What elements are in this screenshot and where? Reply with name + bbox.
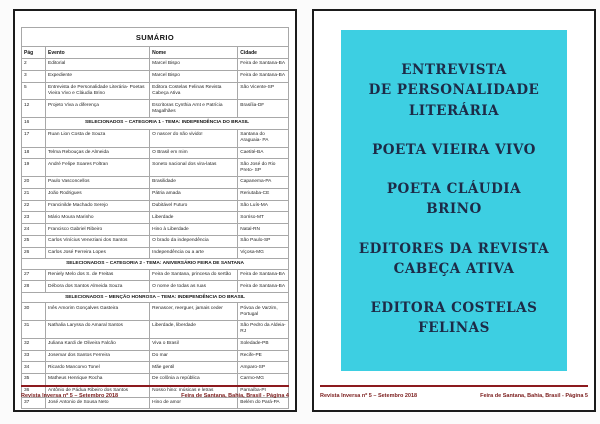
table-row [22, 362, 289, 374]
table-row [22, 247, 289, 259]
cover-banner [341, 30, 567, 371]
cell-evento: Expediente [46, 70, 150, 82]
cell-pag: 12 [22, 100, 46, 118]
column-header-cidade: Cidade [238, 47, 289, 59]
banner-line: LITERÁRIA [408, 102, 500, 119]
cell-cidade: Santana do Araguaia- PA [238, 129, 289, 147]
cell-nome: O nascer do não vivido! [150, 129, 238, 147]
column-header-nome: Nome [150, 47, 238, 59]
cell-nome: Marcel Bispo [150, 59, 238, 71]
cell-evento: Editorial [46, 59, 150, 71]
summary-table-body [22, 59, 289, 409]
cell-evento: Matheus Henrique Rocha [46, 374, 150, 386]
footer-page-label: Feira de Santana, Bahia, Brasil - Página 5 [480, 393, 588, 399]
banner-line: EDITORES DA REVISTA [358, 240, 550, 257]
cell-pag: 26 [22, 247, 46, 259]
section-title: SELECIONADOS – CATEGORIA 1 - TEMA: INDEPENDÊNCIA DO BRASIL [46, 118, 289, 130]
banner-line: CABEÇA ATIVA [393, 260, 515, 277]
cell-evento: Ruan Lion Costa de Souza [46, 129, 150, 147]
footer-page-label: Feira de Santana, Bahia, Brasil - Página 4 [181, 393, 289, 399]
cell-evento: Carlos Vinícius Veneziani dos Santos [46, 235, 150, 247]
cell-evento: Ricardo Mancorvo Tonel [46, 362, 150, 374]
banner-line: ENTREVISTA [401, 62, 507, 78]
cell-evento: José Antonio de Sousa Neto [46, 397, 150, 409]
cell-nome: O nome de todas as ruas [150, 281, 238, 293]
cell-nome: Dubitável Futuro [150, 200, 238, 212]
cell-pag: 31 [22, 321, 46, 339]
cell-cidade: Feira de Santana-BA [238, 59, 289, 71]
cell-cidade: Caetité-BA [238, 147, 289, 159]
cell-nome: Viva o Brasil [150, 338, 238, 350]
cell-pag: 28 [22, 281, 46, 293]
banner-line: FELINAS [418, 320, 490, 337]
cell-pag: 37 [22, 397, 46, 409]
cell-cidade: Parnaíba-PI [238, 385, 289, 397]
cell-cidade: Sorriso-MT [238, 212, 289, 224]
cell-pag: 36 [22, 385, 46, 397]
table-row [22, 321, 289, 339]
cell-nome: Soneto nacional dos vira-latas [150, 159, 238, 177]
cell-pag: 35 [22, 374, 46, 386]
banner-block [341, 60, 567, 121]
summary-table-wrap [21, 27, 289, 409]
cover-page [312, 9, 596, 412]
cell-cidade: Capanema-PA [238, 177, 289, 189]
cell-nome: Hino à Liberdade [150, 224, 238, 236]
cell-pag: 22 [22, 200, 46, 212]
cell-nome: O brado da independência [150, 235, 238, 247]
table-row [22, 212, 289, 224]
column-header-evento: Evento [46, 47, 150, 59]
cell-cidade: Póvoa de Varzim, Portugal [238, 303, 289, 321]
cell-cidade: São Pedro da Aldeia-RJ [238, 321, 289, 339]
cell-nome: Escritoras Cynthia Arnt e Patrícia Magalhães [150, 100, 238, 118]
cell-evento: Francinilde Machado Serejo [46, 200, 150, 212]
cell-evento: Carlos José Ferreira Lopes [46, 247, 150, 259]
cell-nome: Independência ou a arte [150, 247, 238, 259]
section-row [22, 118, 289, 130]
banner-block [341, 239, 567, 280]
cell-evento: Juliana Kardi de Oliveira Falcão [46, 338, 150, 350]
table-row [22, 235, 289, 247]
section-title: SELECIONADOS – CATEGORIA 2 - TEMA: ANIVERSÁRIO FEIRA DE SANTANA [22, 259, 289, 269]
cell-cidade: Recife-PE [238, 350, 289, 362]
cell-pag: 3 [22, 70, 46, 82]
table-row [22, 70, 289, 82]
cell-pag: 30 [22, 303, 46, 321]
cell-cidade: São José do Rio Preto- SP [238, 159, 289, 177]
cell-pag: 19 [22, 159, 46, 177]
cell-nome: Mãe gentil [150, 362, 238, 374]
table-row [22, 350, 289, 362]
summary-table [21, 27, 289, 409]
table-row [22, 177, 289, 189]
table-row [22, 159, 289, 177]
cell-cidade: Viçosa-MG [238, 247, 289, 259]
cell-nome: Renascer, reerguer, jamais ceder [150, 303, 238, 321]
cell-pag: 21 [22, 188, 46, 200]
cell-evento: Josemar dos Santos Ferreira [46, 350, 150, 362]
table-row [22, 147, 289, 159]
cell-cidade: São Luís-MA [238, 200, 289, 212]
cell-nome: O Brasil em mim [150, 147, 238, 159]
cell-nome: Marcel Bispo [150, 70, 238, 82]
cell-pag: 32 [22, 338, 46, 350]
cell-evento: Reniely Melo dos S. de Freitas [46, 269, 150, 281]
cell-evento: João Rodrigues [46, 188, 150, 200]
cell-nome: Nosso hino: músicas e letras [150, 385, 238, 397]
cell-evento: Débora dos Santos Almeida Souza [46, 281, 150, 293]
cell-nome: Editora Costelas Felinas Revista Cabeça Ativa [150, 82, 238, 100]
banner-line: EDITORA COSTELAS [370, 300, 538, 316]
section-row [22, 293, 289, 303]
table-row [22, 269, 289, 281]
cell-pag: 16 [22, 118, 46, 130]
banner-line: POETA VIEIRA VIVO [372, 141, 536, 158]
cell-evento: Entrevista de Personalidade Literária- Poetas Vieira Vivo e Cláudia Brino [46, 82, 150, 100]
page-title: SUMÁRIO [22, 28, 289, 47]
cell-cidade: Brasília-DF [238, 100, 289, 118]
table-row [22, 59, 289, 71]
page-footer [21, 393, 289, 399]
banner-line: DE PERSONALIDADE [368, 82, 540, 99]
footer-issue-label: Revista Inversa nº 5 – Setembro 2018 [320, 393, 418, 399]
cell-nome: De colônia a república [150, 374, 238, 386]
cell-evento: Mário Moura Marinho [46, 212, 150, 224]
cell-nome: Do mar [150, 350, 238, 362]
banner-line: POETA CLÁUDIA [386, 181, 522, 197]
cell-cidade: Soledade-PB [238, 338, 289, 350]
table-row [22, 200, 289, 212]
table-row [22, 82, 289, 100]
cell-nome: Pátria amada [150, 188, 238, 200]
section-row [22, 259, 289, 269]
cell-nome: Feira de Santana, princesa do sertão [150, 269, 238, 281]
cell-cidade: Carmo-MG [238, 374, 289, 386]
table-row [22, 188, 289, 200]
banner-line: BRINO [426, 201, 482, 218]
footer-rule [320, 385, 588, 387]
table-row [22, 129, 289, 147]
summary-header-row [22, 47, 289, 59]
cell-pag: 33 [22, 350, 46, 362]
summary-page [13, 9, 297, 412]
cell-cidade: Belém do Pará-PA [238, 397, 289, 409]
table-row [22, 281, 289, 293]
table-row [22, 303, 289, 321]
cell-cidade: São Vicente-SP [238, 82, 289, 100]
table-row [22, 100, 289, 118]
table-row [22, 338, 289, 350]
page-footer [320, 393, 588, 399]
cell-evento: Projeto Viva a diferença [46, 100, 150, 118]
cell-pag: 34 [22, 362, 46, 374]
cell-evento: Nathalia Laryssa do Amaral Santos [46, 321, 150, 339]
cell-nome: Brasilidade [150, 177, 238, 189]
cell-cidade: Amparo-SP [238, 362, 289, 374]
cell-evento: Paulo Vasconcellos [46, 177, 150, 189]
cell-pag: 5 [22, 82, 46, 100]
cell-pag: 2 [22, 59, 46, 71]
cell-evento: André Felipe Soares Foltran [46, 159, 150, 177]
cell-pag: 17 [22, 129, 46, 147]
banner-block [341, 140, 567, 160]
cell-pag: 23 [22, 212, 46, 224]
banner-block [341, 179, 567, 220]
section-title: SELECIONADOS – MENÇÃO HONROSA – TEMA: INDEPENDÊNCIA DO BRASIL [22, 293, 289, 303]
cell-pag: 18 [22, 147, 46, 159]
cell-cidade: Reriutaba-CE [238, 188, 289, 200]
cell-pag: 25 [22, 235, 46, 247]
banner-block [341, 298, 567, 339]
cell-nome: Hino de amor [150, 397, 238, 409]
column-header-pag: Pág [22, 47, 46, 59]
cell-pag: 24 [22, 224, 46, 236]
cell-cidade: São Paulo-SP [238, 235, 289, 247]
footer-rule [21, 385, 289, 387]
cell-pag: 27 [22, 269, 46, 281]
cell-nome: Liberdade [150, 212, 238, 224]
cell-cidade: Feira de Santana-BA [238, 281, 289, 293]
cell-cidade: Feira de Santana-BA [238, 70, 289, 82]
summary-title-row [22, 28, 289, 47]
cell-cidade: Feira de Santana-BA [238, 269, 289, 281]
table-row [22, 224, 289, 236]
cell-evento: Francisco Gabriel Ribeiro [46, 224, 150, 236]
cell-evento: Telma Rebouças de Almeida [46, 147, 150, 159]
cell-evento: Antônio de Pádua Ribeiro dos Santos [46, 385, 150, 397]
cell-cidade: Natal-RN [238, 224, 289, 236]
cell-pag: 20 [22, 177, 46, 189]
cell-evento: Inês Amorim Gonçalves Gasteira [46, 303, 150, 321]
cell-nome: Liberdade, liberdade [150, 321, 238, 339]
footer-issue-label: Revista Inversa nº 5 – Setembro 2018 [21, 393, 119, 399]
table-row [22, 374, 289, 386]
